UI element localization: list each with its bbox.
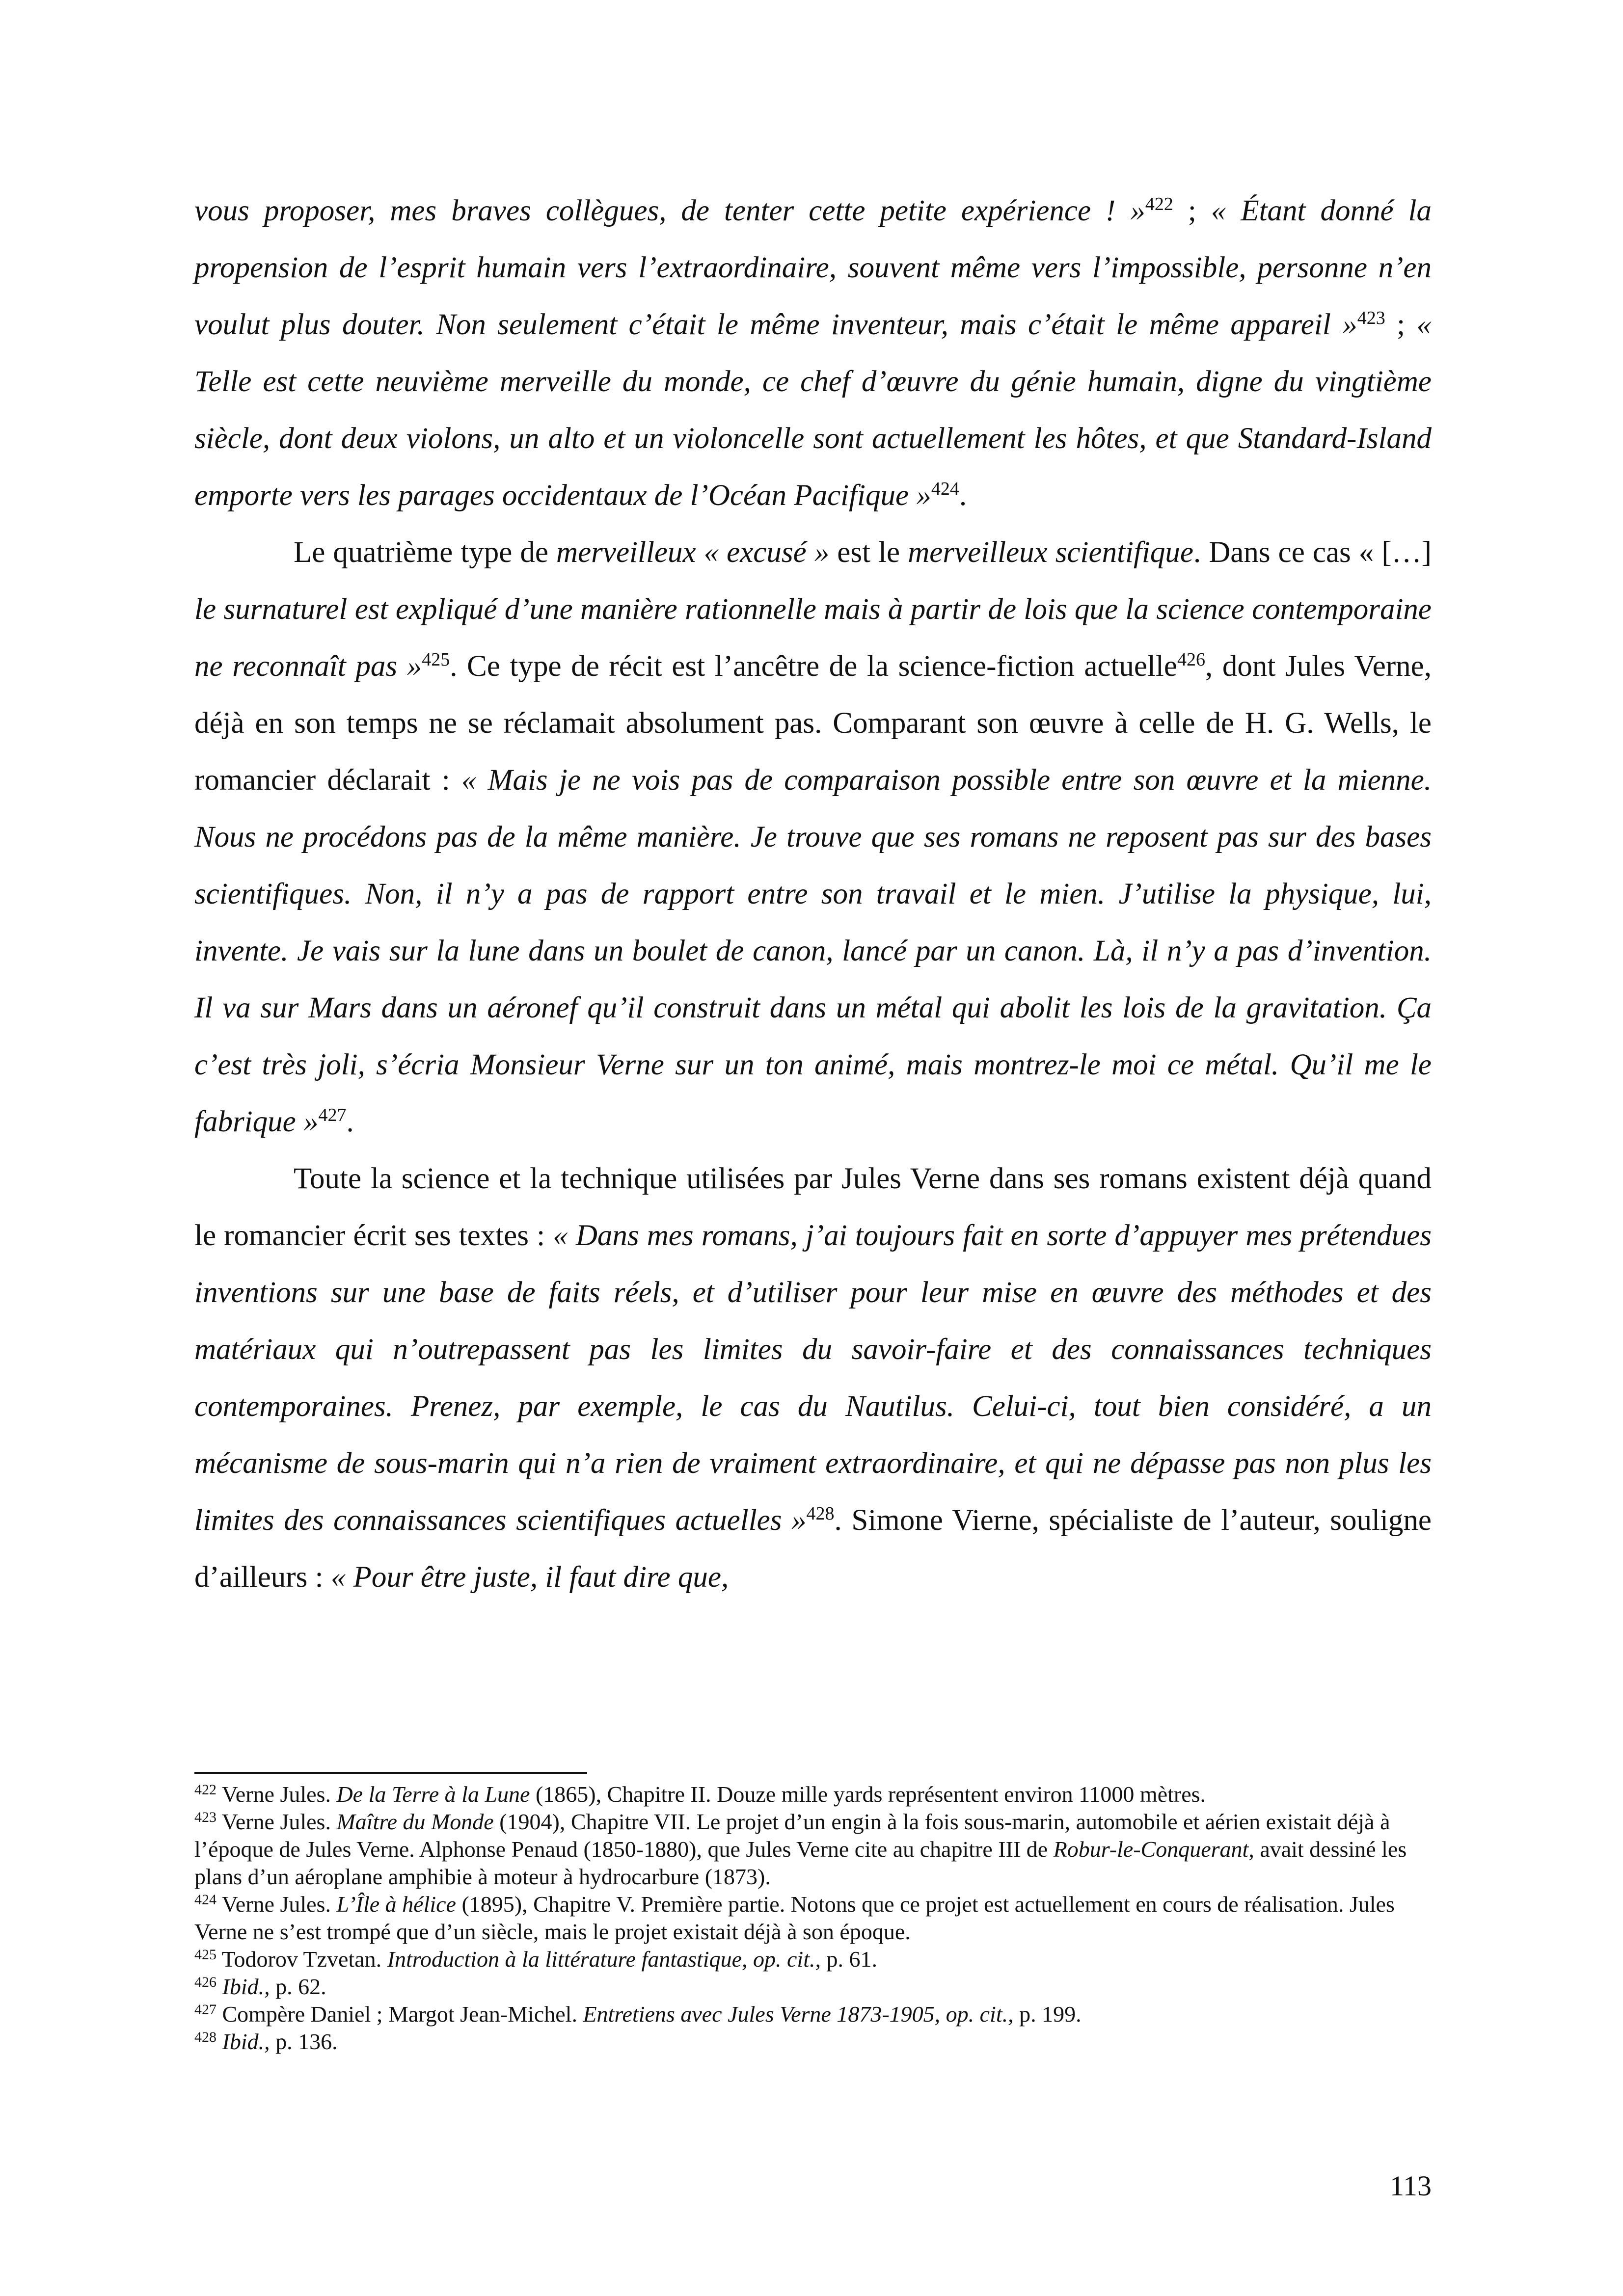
- footnote: [194, 1891, 1432, 1946]
- footnote-reference: 423: [1357, 308, 1385, 329]
- paragraph: [194, 1150, 1432, 1606]
- text-run: Toute la science et la technique utilisées par Jules Verne dans ses romans existent déjà quand le romancier écrit ses textes :: [194, 1162, 1432, 1252]
- footnote-reference: 427: [318, 1105, 347, 1126]
- italic-text: le surnaturel est expliqué d’une manière rationnelle mais à partir de lois que la science contemporaine ne reconnaît pas »: [194, 593, 1432, 683]
- italic-text: « Dans mes romans, j’ai toujours fait en sorte d’appuyer mes prétendues inventions sur une base de faits réels, et d’utiliser pour leur mise en œuvre des méthodes et des matériaux qui n’outrepassent pas les limites du savoir-faire et des connaissances techniques contemporaines. Prenez, par exemple, le cas du Nautilus. Celui-ci, tout bien considéré, a un mécanisme de sous-marin qui n’a rien de vraiment extraordinaire, et qui ne dépasse pas non plus les limites des connaissances scientifiques actuelles »: [194, 1219, 1432, 1537]
- footnote-number: 427: [194, 2002, 216, 2018]
- footnote-number: 426: [194, 1974, 216, 1990]
- text-run: Verne Jules.: [216, 1809, 337, 1834]
- footnote: [194, 1781, 1432, 1808]
- italic-text: « Telle est cette neuvième merveille du monde, ce chef d’œuvre du génie humain, digne du vingtième siècle, dont deux violons, un alto et un violoncelle sont actuellement les hôtes, et que Standard-Island emporte vers les parages occidentaux de l’Océan Pacifique »: [194, 308, 1432, 512]
- italic-text: L’Île à hélice: [336, 1892, 456, 1917]
- italic-text: Introduction à la littérature fantastique, op. cit.,: [387, 1947, 821, 1972]
- text-run: p. 62.: [270, 1974, 326, 1999]
- text-run: (1904), Chapitre VII. Le projet d’un engin à la fois sous-marin, automobile et aérien existait déjà à l’époque de Jules Verne. Alphonse Penaud (1850-1880), que Jules Verne cite au chapitre III de: [194, 1809, 1390, 1862]
- footnote-number: 422: [194, 1782, 216, 1798]
- footnote: [194, 1973, 1432, 2001]
- footnote-separator: [194, 1772, 587, 1774]
- footnote: [194, 2028, 1432, 2056]
- footnote-reference: 425: [422, 649, 450, 670]
- text-run: Verne Jules.: [216, 1892, 337, 1917]
- text-run: .: [346, 1105, 354, 1138]
- footnote-reference: 428: [806, 1503, 835, 1524]
- paragraph: [194, 524, 1432, 1150]
- page-number: 113: [1390, 2170, 1432, 2202]
- text-run: . Ce type de récit est l’ancêtre de la science-fiction actuelle: [450, 650, 1177, 683]
- footnote: [194, 1946, 1432, 1973]
- footnote-number: 423: [194, 1809, 216, 1825]
- italic-text: « Pour être juste, il faut dire que,: [330, 1561, 729, 1594]
- text-run: , avait dessiné les plans d’un aéroplane amphibie à moteur à hydrocarbure (1873).: [194, 1837, 1407, 1889]
- italic-text: De la Terre à la Lune: [336, 1782, 530, 1807]
- text-run: Todorov Tzvetan.: [216, 1947, 387, 1972]
- footnote-reference: 422: [1145, 194, 1173, 215]
- paragraph: [194, 183, 1432, 524]
- text-run: (1895), Chapitre V. Première partie. Notons que ce projet est actuellement en cours de réalisation. Jules Verne ne s’est trompé que d’un siècle, mais le projet existait déjà à son époque.: [194, 1892, 1395, 1944]
- footnote-number: 425: [194, 1947, 216, 1963]
- body-text: [194, 183, 1432, 1606]
- text-run: . Simone Vierne, spécialiste de l’auteur, souligne d’ailleurs :: [194, 1504, 1432, 1594]
- text-run: [216, 2029, 222, 2054]
- italic-text: Maître du Monde: [336, 1809, 494, 1834]
- text-run: est le: [829, 536, 908, 569]
- text-run: Compère Daniel ; Margot Jean-Michel.: [216, 2002, 583, 2027]
- italic-text: « Mais je ne vois pas de comparaison possible entre son œuvre et la mienne. Nous ne procédons pas de la même manière. Je trouve que ses romans ne reposent pas sur des bases scientifiques. Non, il n’y a pas de rapport entre son travail et le mien. J’utilise la physique, lui, invente. Je vais sur la lune dans un boulet de canon, lancé par un canon. Là, il n’y a pas d’invention. Il va sur Mars dans un aéronef qu’il construit dans un métal qui abolit les lois de la gravitation. Ça c’est très joli, s’écria Monsieur Verne sur un ton animé, mais montrez-le moi ce métal. Qu’il me le fabrique »: [194, 764, 1432, 1138]
- footnotes: [194, 1781, 1432, 2056]
- text-run: Le quatrième type de: [294, 536, 557, 569]
- italic-text: « Étant donné la propension de l’esprit humain vers l’extraordinaire, souvent même vers l’impossible, personne n’en voulut plus douter. Non seulement c’était le même inventeur, mais c’était le même appareil »: [194, 194, 1432, 341]
- footnote: [194, 2001, 1432, 2028]
- footnote-reference: 424: [931, 479, 959, 500]
- text-run: Verne Jules.: [216, 1782, 337, 1807]
- italic-text: Ibid.,: [222, 2029, 270, 2054]
- text-run: p. 136.: [270, 2029, 338, 2054]
- text-run: ;: [1385, 308, 1417, 341]
- text-run: [216, 1974, 222, 1999]
- footnote-number: 424: [194, 1892, 216, 1908]
- text-run: . Dans ce cas « […]: [1193, 536, 1432, 569]
- text-run: , dont Jules Verne, déjà en son temps ne se réclamait absolument pas. Comparant son œuvre à celle de H. G. Wells, le romancier déclarait :: [194, 650, 1432, 797]
- italic-text: Entretiens avec Jules Verne 1873-1905, op. cit.,: [583, 2002, 1014, 2027]
- text-run: p. 61.: [821, 1947, 877, 1972]
- footnote: [194, 1808, 1432, 1891]
- footnote-reference: 426: [1177, 649, 1205, 670]
- italic-text: Robur-le-Conquerant: [1053, 1837, 1249, 1862]
- text-run: .: [959, 479, 967, 512]
- italic-text: Ibid.,: [222, 1974, 270, 1999]
- text-run: p. 199.: [1013, 2002, 1082, 2027]
- italic-text: vous proposer, mes braves collègues, de tenter cette petite expérience ! »: [194, 194, 1145, 227]
- italic-text: merveilleux « excusé »: [556, 536, 830, 569]
- text-run: ;: [1173, 194, 1211, 227]
- text-run: (1865), Chapitre II. Douze mille yards représentent environ 11000 mètres.: [530, 1782, 1206, 1807]
- footnote-number: 428: [194, 2029, 216, 2045]
- italic-text: merveilleux scientifique: [908, 536, 1193, 569]
